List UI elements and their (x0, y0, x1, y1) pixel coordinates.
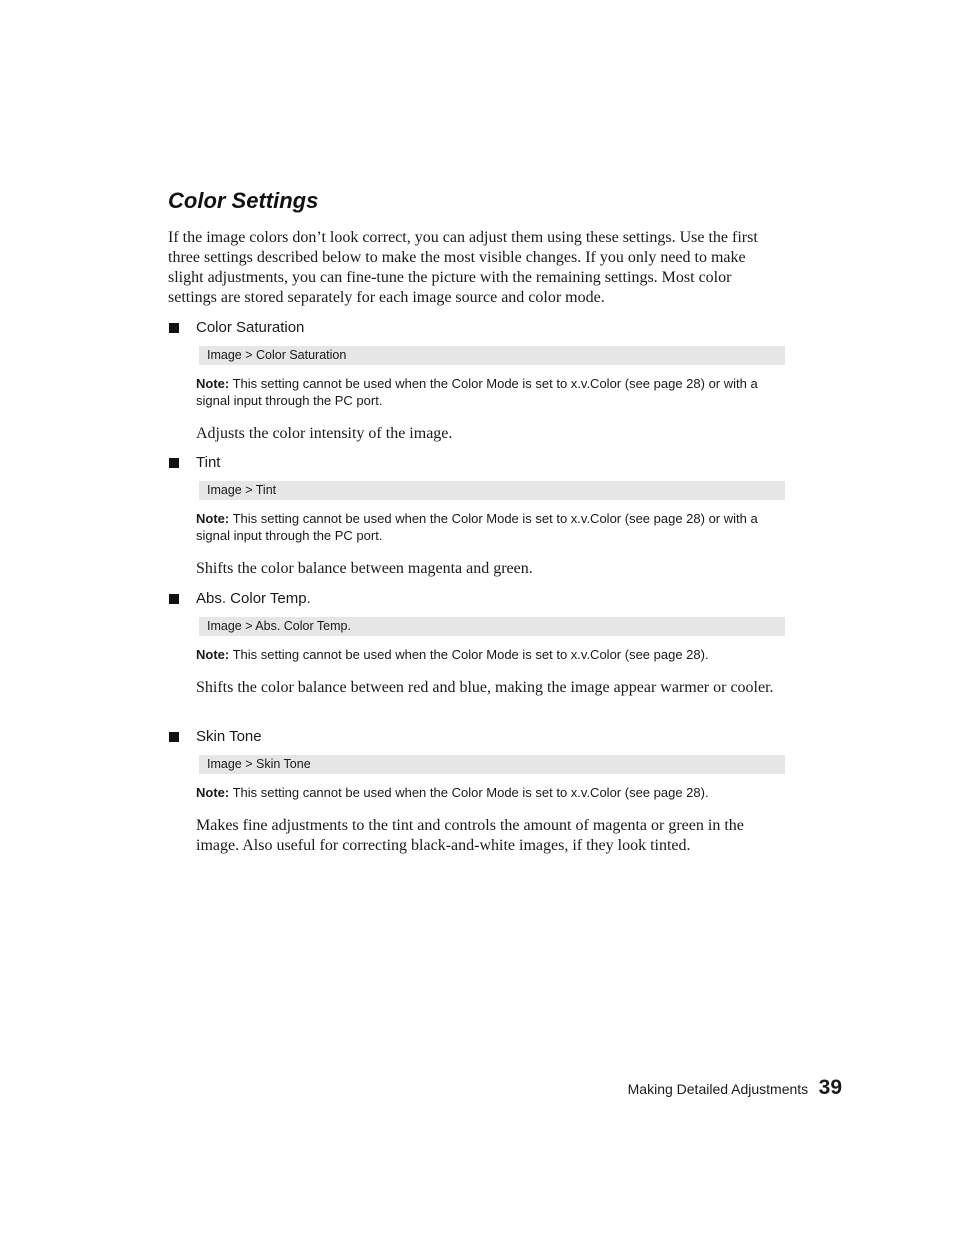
note (196, 784, 786, 801)
footer-section-title: Making Detailed Adjustments (627, 1081, 809, 1097)
note-text: This setting cannot be used when the Color Mode is set to x.v.Color (see page 28). (232, 785, 709, 800)
note (196, 375, 786, 409)
setting-abs-color-temp (168, 589, 788, 698)
bullet-square-icon (169, 594, 179, 604)
setting-description: Adjusts the color intensity of the image. (196, 425, 453, 442)
note-label: Note: (196, 376, 230, 391)
note (196, 646, 786, 663)
note-text: This setting cannot be used when the Color Mode is set to x.v.Color (see page 28) or with a signal input through the PC port. (196, 511, 758, 543)
note-text: This setting cannot be used when the Color Mode is set to x.v.Color (see page 28) or with a signal input through the PC port. (196, 376, 758, 408)
page-number: 39 (818, 1076, 842, 1099)
setting-description: Shifts the color balance between red and blue, making the image appear warmer or cooler. (196, 679, 774, 696)
page-footer (628, 1076, 842, 1100)
intro-paragraph: If the image colors don’t look correct, you can adjust them using these settings. Use the first three settings described below to make the most visible changes. If you only need to make slight adjustments, you can fine-tune the picture with the remaining settings. Most color settings are stored separately for each image source and color mode. (168, 229, 758, 306)
setting-name: Abs. Color Temp. (196, 590, 311, 607)
note-text: This setting cannot be used when the Color Mode is set to x.v.Color (see page 28). (232, 647, 709, 662)
setting-description: Makes fine adjustments to the tint and controls the amount of magenta or green in the image. Also useful for correcting black-and-white images, if they look tinted. (196, 817, 744, 854)
setting-skin-tone (168, 727, 788, 856)
note (196, 510, 786, 544)
setting-name: Tint (196, 454, 221, 471)
bullet-square-icon (169, 323, 179, 333)
note-label: Note: (196, 511, 230, 526)
setting-description: Shifts the color balance between magenta and green. (196, 560, 533, 577)
setting-color-saturation (168, 318, 788, 444)
setting-name: Skin Tone (196, 728, 262, 745)
note-label: Note: (196, 785, 230, 800)
bullet-square-icon (169, 458, 179, 468)
setting-name: Color Saturation (196, 319, 305, 336)
menu-path: Image > Abs. Color Temp. (199, 617, 785, 636)
menu-path: Image > Skin Tone (199, 755, 785, 774)
page-title: Color Settings (168, 188, 319, 213)
setting-tint (168, 453, 788, 579)
menu-path: Image > Tint (199, 481, 785, 500)
note-label: Note: (196, 647, 230, 662)
menu-path: Image > Color Saturation (199, 346, 785, 365)
bullet-square-icon (169, 732, 179, 742)
